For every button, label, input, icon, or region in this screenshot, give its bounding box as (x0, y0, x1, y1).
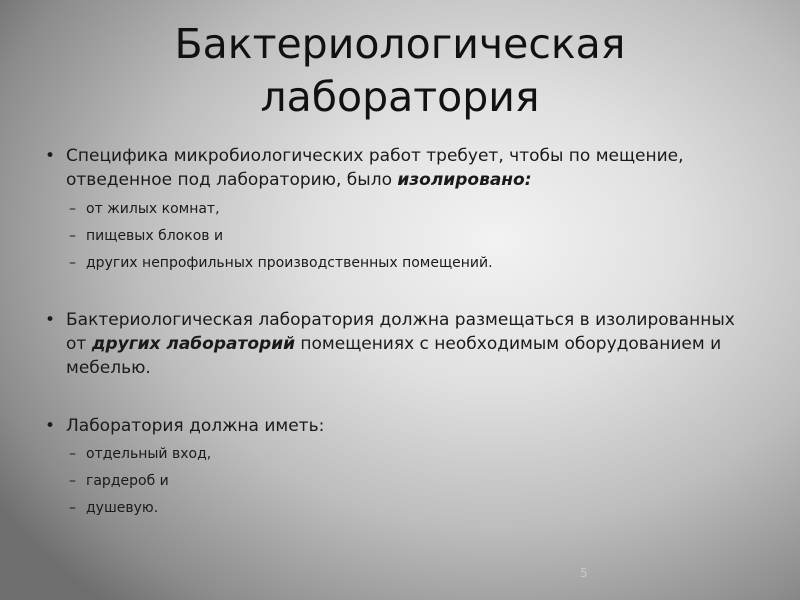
sub-item-text: отдельный вход, (86, 446, 212, 462)
bullet-marker: • (45, 416, 56, 436)
bullet-item-requirements (42, 414, 742, 438)
sub-item (42, 250, 742, 277)
bullet-item-placement (42, 308, 742, 380)
sub-list-isolation (42, 196, 742, 277)
bullet-text: Бактериологическая лаборатория должна размещаться в изолированных от (66, 310, 735, 354)
slide-title: Бактериологическая лаборатория (174, 20, 626, 121)
sub-item-text: пищевых блоков и (86, 228, 224, 244)
sub-item-text: от жилых комнат, (86, 201, 220, 217)
sub-marker: – (69, 446, 76, 462)
sub-item (42, 468, 742, 495)
sub-item (42, 196, 742, 223)
sub-item (42, 495, 742, 522)
bullet-marker: • (45, 310, 56, 330)
bullet-text-continued: помещениях с необходимым оборудованием и мебелью. (66, 334, 722, 378)
bullet-text: Лаборатория должна иметь: (66, 416, 325, 436)
sub-item-text: других непрофильных производственных помещений. (86, 255, 493, 271)
sub-item (42, 441, 742, 468)
sub-marker: – (69, 201, 76, 217)
bullet-emphasis: изолировано: (397, 170, 532, 190)
sub-marker: – (69, 473, 76, 489)
sub-marker: – (69, 255, 76, 271)
sub-item-text: гардероб и (86, 473, 169, 489)
slide-body (42, 144, 742, 522)
sub-marker: – (69, 500, 76, 516)
bullet-emphasis: других лабораторий (91, 334, 296, 354)
sub-list-requirements (42, 441, 742, 522)
bullet-marker: • (45, 146, 56, 166)
bullet-text: Специфика микробиологических работ требует, чтобы по мещение, отведенное под лабораторию, было (66, 146, 684, 190)
page-number: 5 (580, 566, 588, 580)
sub-item (42, 223, 742, 250)
sub-marker: – (69, 228, 76, 244)
bullet-item-isolation (42, 144, 742, 192)
sub-item-text: душевую. (86, 500, 159, 516)
